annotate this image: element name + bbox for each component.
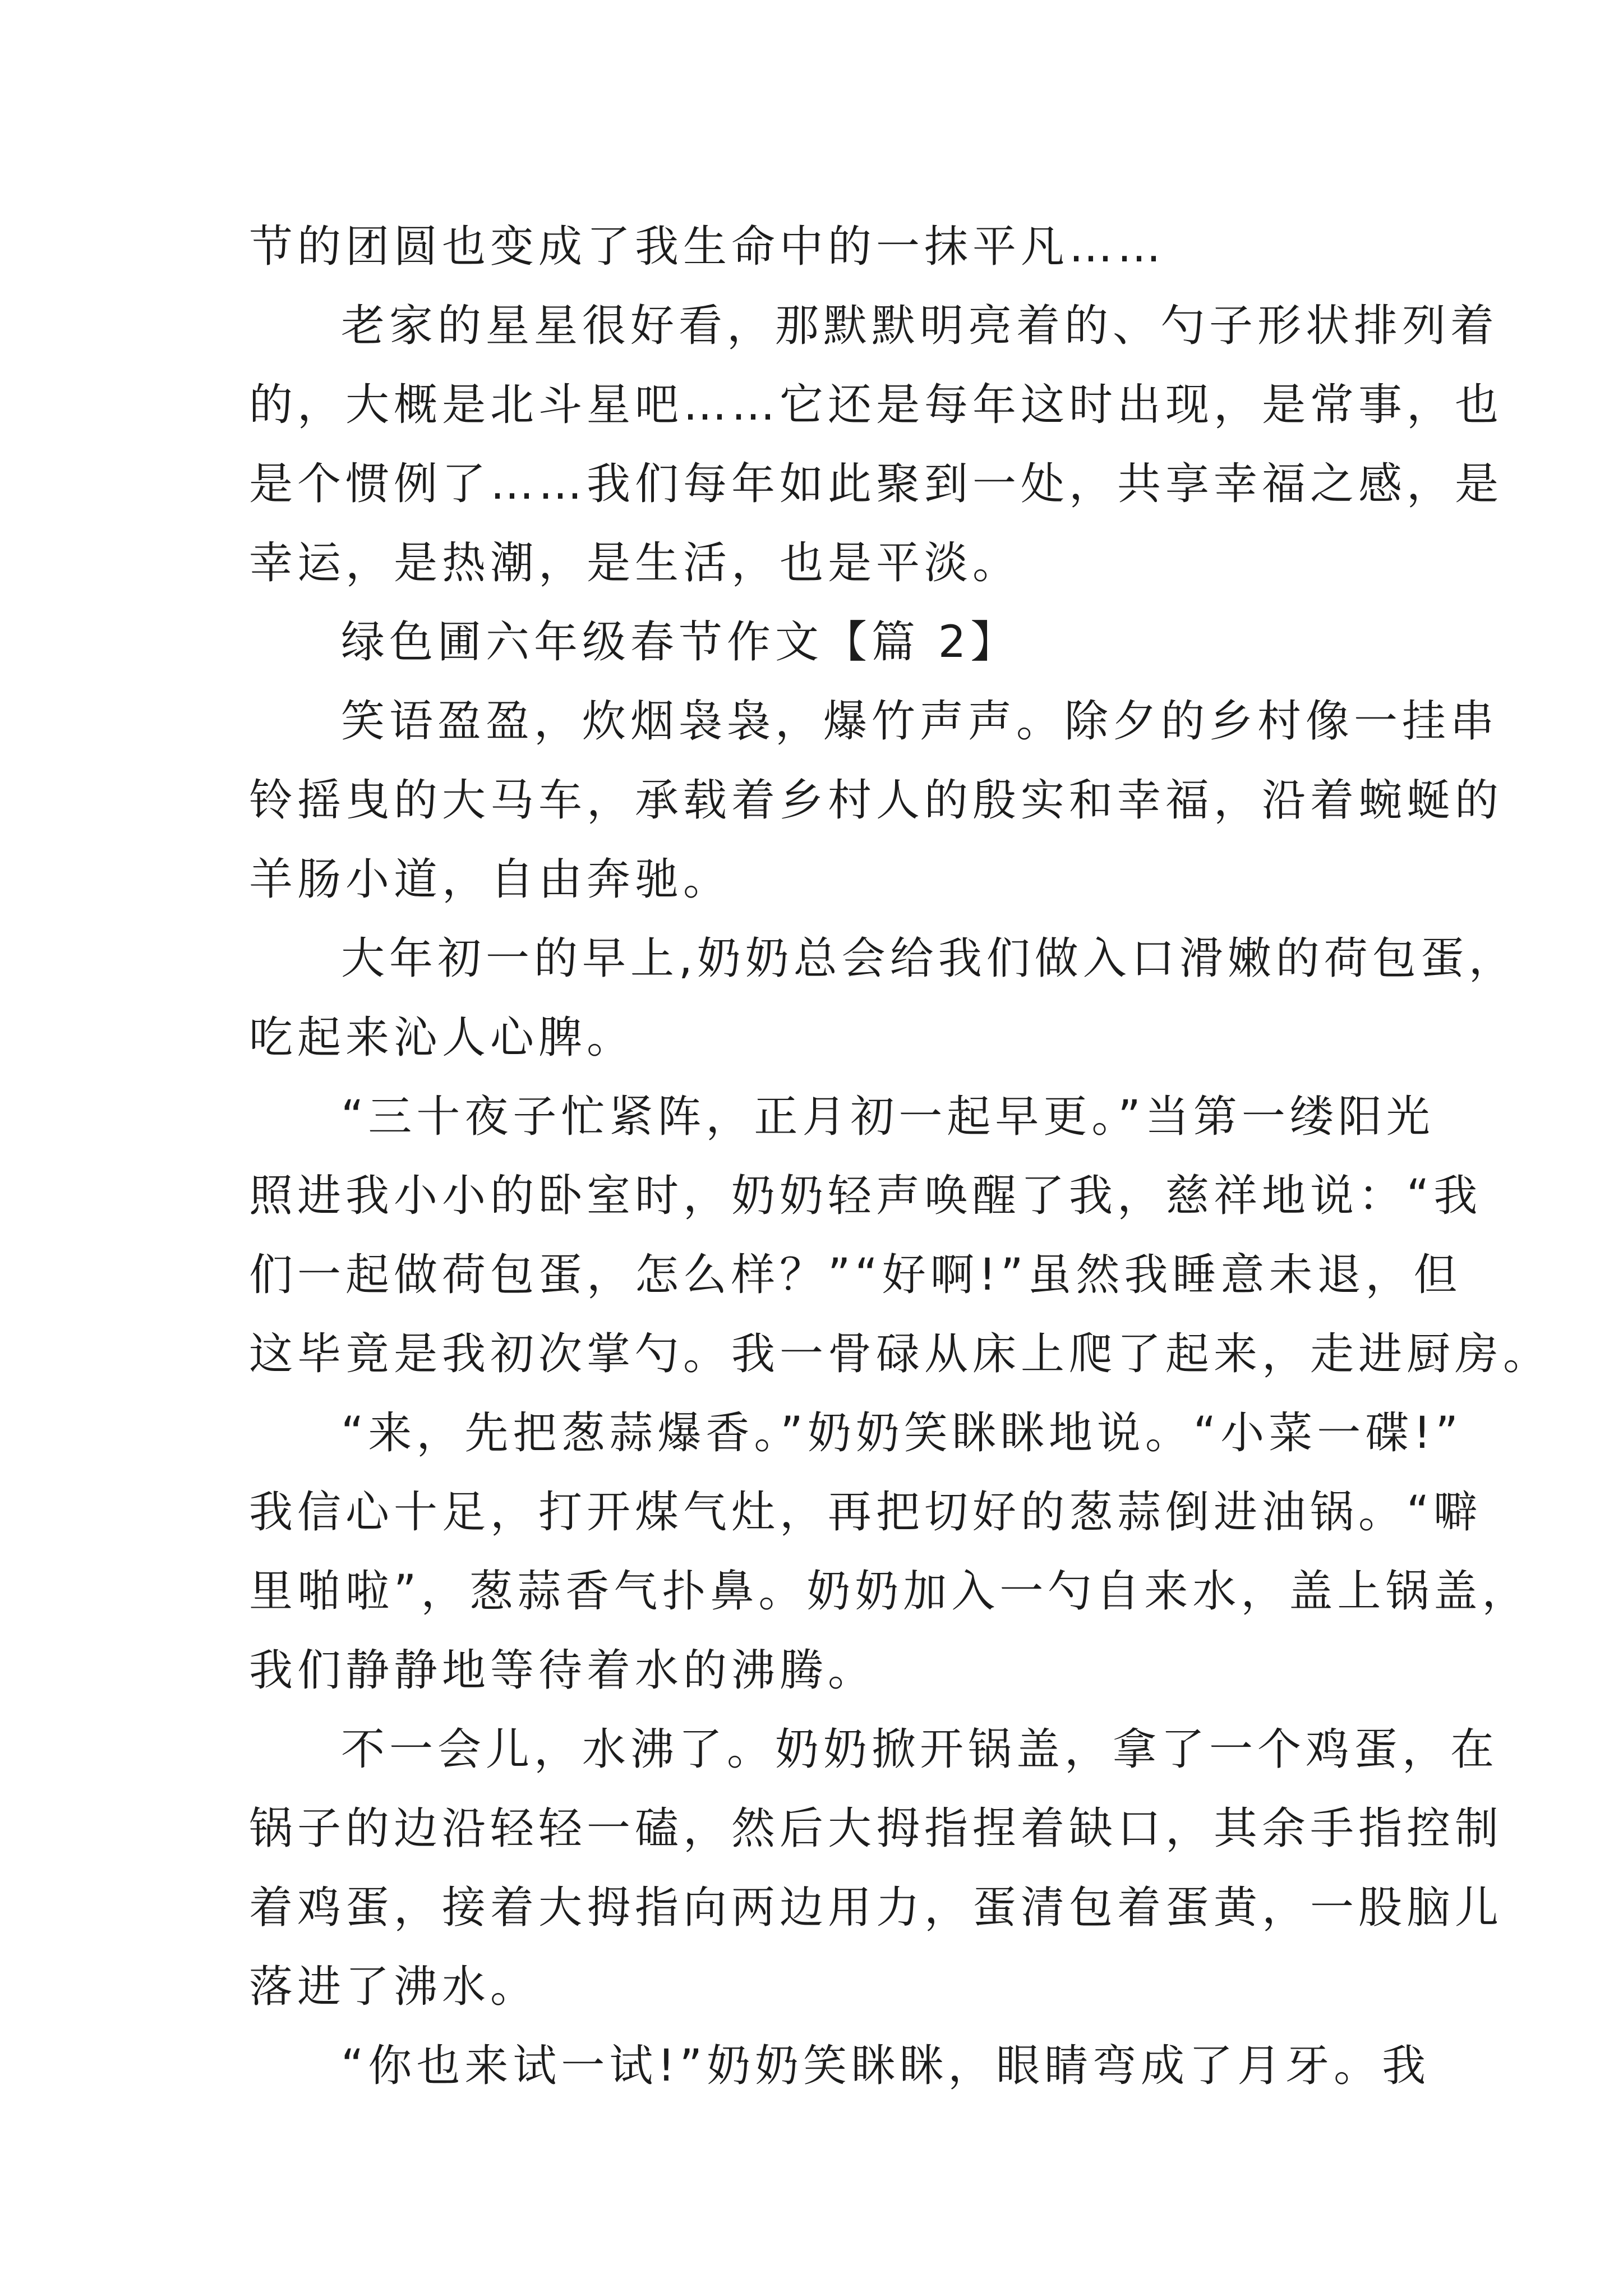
text-line: 是个惯例了……我们每年如此聚到一处，共享幸福之感，是 bbox=[249, 459, 1504, 509]
text-line: 照进我小小的卧室时，奶奶轻声唤醒了我，慈祥地说：“我 bbox=[249, 1171, 1482, 1221]
text-line: 我们静静地等待着水的沸腾。 bbox=[249, 1645, 877, 1696]
text-line: 吃起来沁人心脾。 bbox=[249, 1013, 635, 1063]
text-line: 落进了沸水。 bbox=[249, 1962, 539, 2012]
paragraph bbox=[249, 1078, 1552, 1394]
paragraph bbox=[249, 2027, 1431, 2106]
text-line: 里啪啦”，葱蒜香气扑鼻。奶奶加入一勺自来水，盖上锅盖， bbox=[249, 1566, 1530, 1617]
text-line: “三十夜子忙紧阵，正月初一起早更。”当第一缕阳光 bbox=[341, 1092, 1435, 1142]
paragraph bbox=[249, 682, 1504, 919]
text-line: 老家的星星很好看，那默默明亮着的、勺子形状排列着 bbox=[341, 301, 1499, 351]
paragraph bbox=[249, 603, 1393, 682]
text-line: “你也来试一试!”奶奶笑眯眯，眼睛弯成了月牙。我 bbox=[341, 2041, 1431, 2091]
text-line: 我信心十足，打开煤气灶，再把切好的葱蒜倒进油锅。“噼 bbox=[249, 1487, 1482, 1538]
text-line: 着鸡蛋，接着大拇指向两边用力，蛋清包着蛋黄，一股脑儿 bbox=[249, 1883, 1504, 1933]
paragraph bbox=[249, 208, 1393, 287]
paragraph bbox=[249, 919, 1517, 1078]
text-line: 锅子的边沿轻轻一磕，然后大拇指捏着缺口，其余手指控制 bbox=[249, 1803, 1504, 1854]
paragraph bbox=[249, 287, 1504, 603]
text-line: 羊肠小道，自由奔驰。 bbox=[249, 854, 732, 905]
text-line: 笑语盈盈，炊烟袅袅，爆竹声声。除夕的乡村像一挂串 bbox=[341, 696, 1499, 747]
paragraph bbox=[249, 1394, 1530, 1710]
text-line: 节的团圆也变成了我生命中的一抹平凡…… bbox=[249, 222, 1166, 272]
text-line: “来，先把葱蒜爆香。”奶奶笑眯眯地说。“小菜一碟!” bbox=[341, 1408, 1463, 1458]
text-line: 们一起做荷包蛋，怎么样？”“好啊!”虽然我睡意未退，但 bbox=[249, 1250, 1462, 1300]
text-line: 幸运，是热潮，是生活，也是平淡。 bbox=[249, 538, 1021, 588]
text-line: 这毕竟是我初次掌勺。我一骨碌从床上爬了起来，走进厨房。 bbox=[249, 1329, 1552, 1379]
text-line: 铃摇曳的大马车，承载着乡村人的殷实和幸福，沿着蜿蜒的 bbox=[249, 775, 1504, 826]
text-line: 的，大概是北斗星吧……它还是每年这时出现，是常事，也 bbox=[249, 380, 1504, 430]
text-line: 大年初一的早上,奶奶总会给我们做入口滑嫩的荷包蛋， bbox=[341, 933, 1517, 984]
text-line: 绿色圃六年级春节作文【篇 2】 bbox=[341, 617, 1019, 668]
document-body bbox=[249, 208, 1552, 2106]
text-line: 不一会儿，水沸了。奶奶掀开锅盖，拿了一个鸡蛋，在 bbox=[341, 1724, 1499, 1775]
paragraph bbox=[249, 1710, 1504, 2027]
